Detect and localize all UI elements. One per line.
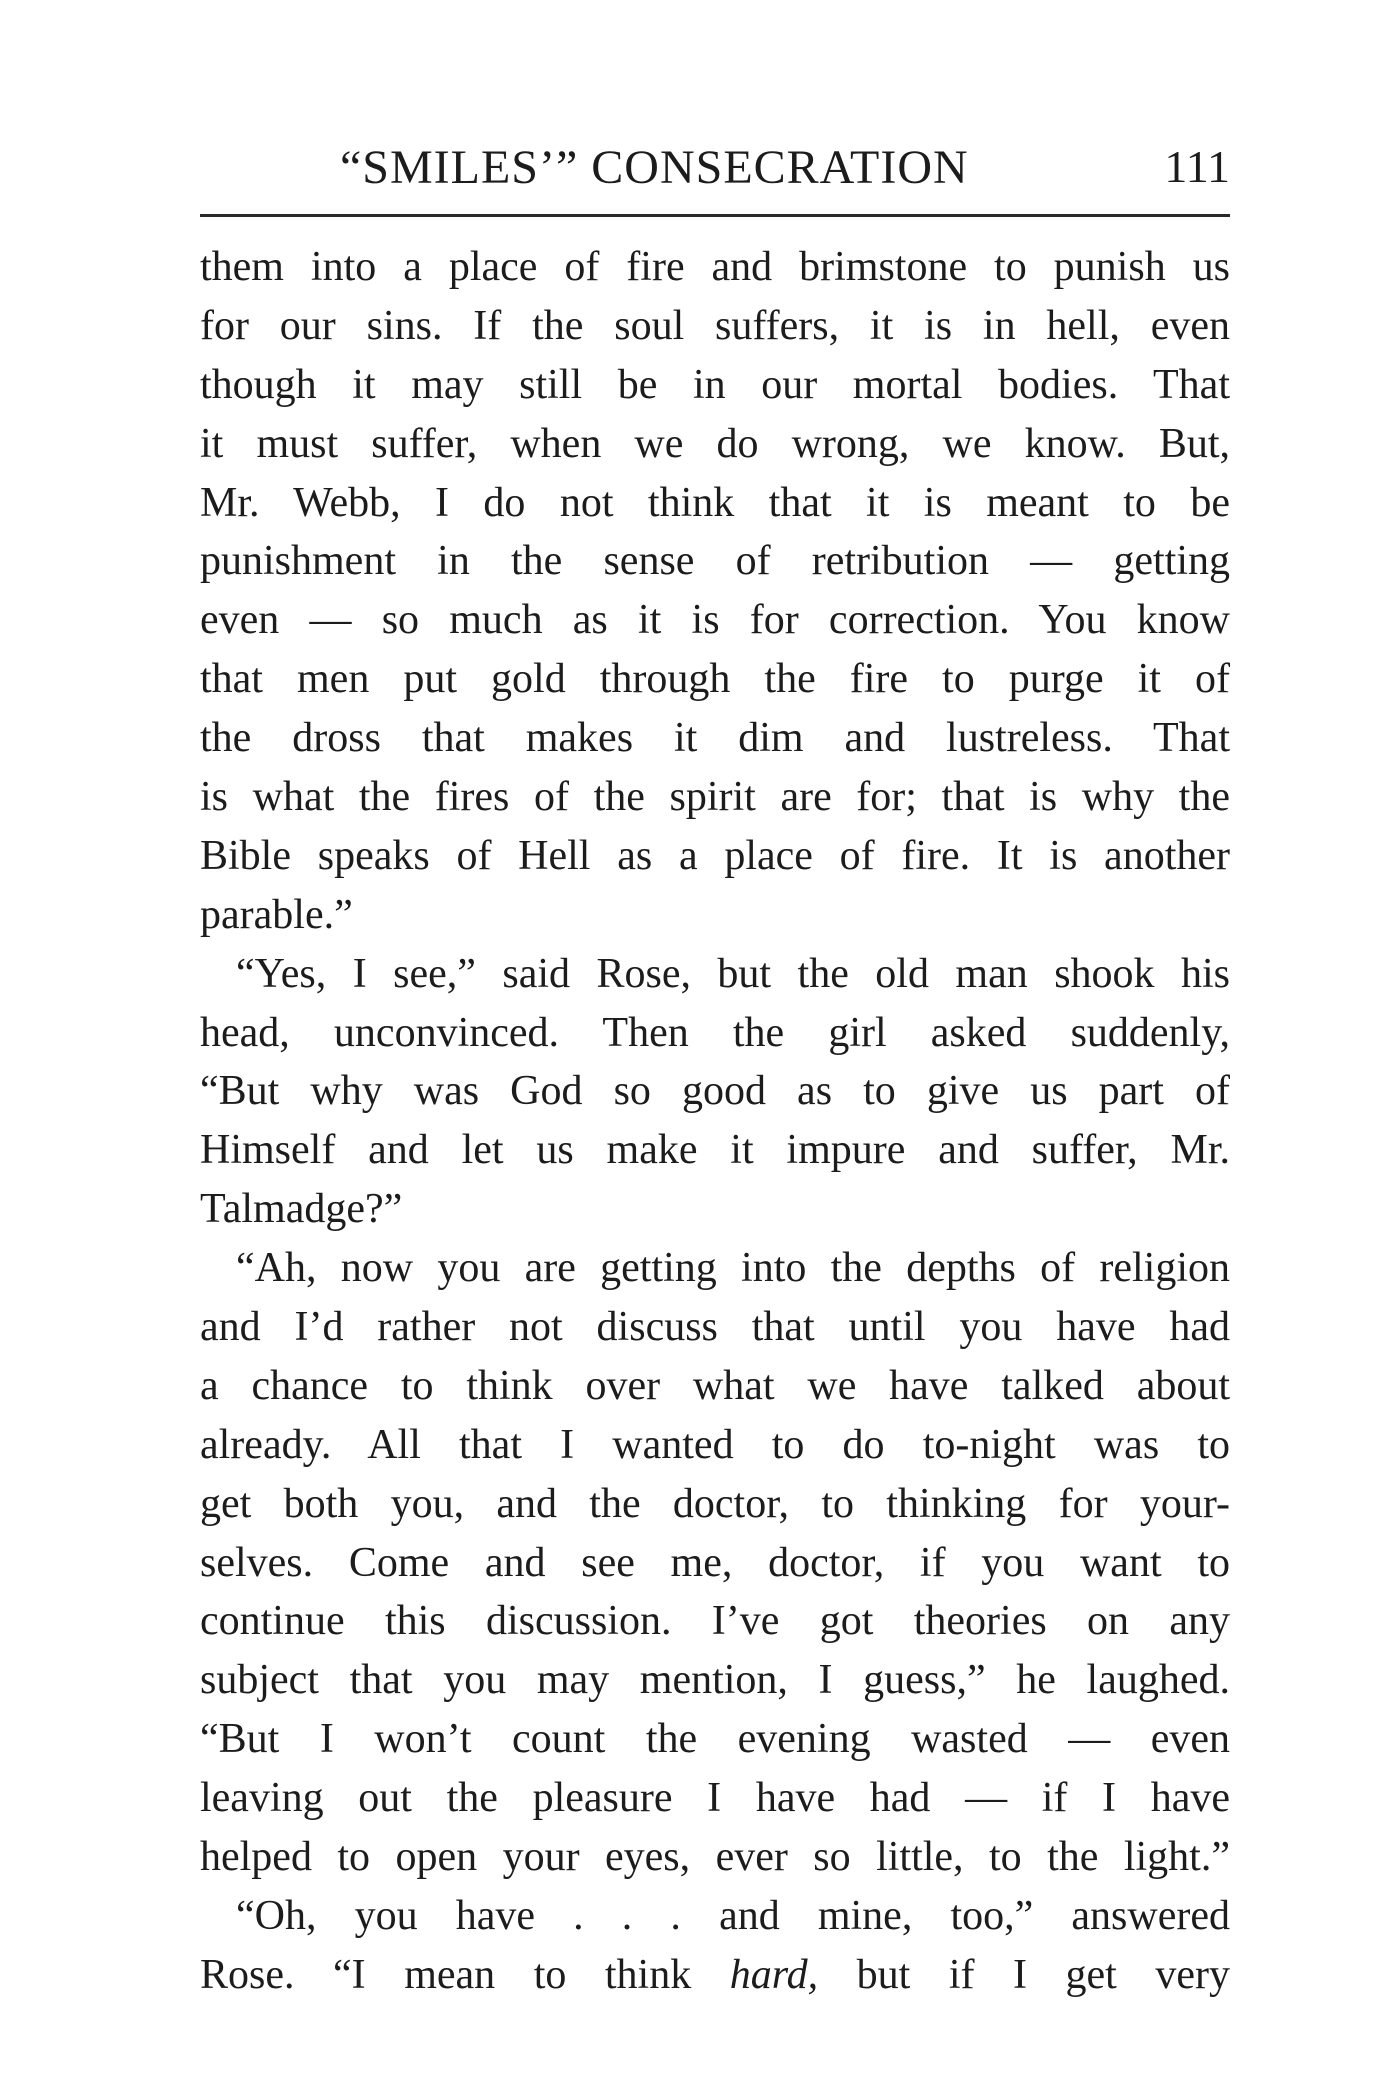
text-line: Talmadge?” bbox=[200, 1186, 403, 1233]
text-line: already. All that I wanted to do to-night was to bbox=[200, 1421, 1230, 1468]
running-head bbox=[200, 140, 1230, 200]
text-line: Himself and let us make it impure and suffer, Mr. bbox=[200, 1127, 1230, 1174]
text-line: a chance to think over what we have talked about bbox=[200, 1362, 1230, 1409]
text-line: parable.” bbox=[200, 891, 353, 938]
text-line: the dross that makes it dim and lustreless. That bbox=[200, 715, 1230, 762]
text-line: and I’d rather not discuss that until you have had bbox=[200, 1304, 1230, 1351]
text-line: “But I won’t count the evening wasted — even bbox=[200, 1716, 1230, 1763]
text-line: head, unconvinced. Then the girl asked suddenly, bbox=[200, 1009, 1230, 1056]
body-text bbox=[200, 238, 1230, 2005]
text-line: though it may still be in our mortal bodies. That bbox=[200, 361, 1230, 408]
text-line: subject that you may mention, I guess,” he laughed. bbox=[200, 1657, 1230, 1704]
text-line: selves. Come and see me, doctor, if you want to bbox=[200, 1539, 1230, 1586]
text-line: “Yes, I see,” said Rose, but the old man shook his bbox=[236, 950, 1230, 997]
italic-emphasis: hard, bbox=[729, 1951, 819, 1998]
text-line: them into a place of fire and brimstone to punish us bbox=[200, 244, 1230, 290]
text-line: “But why was God so good as to give us part of bbox=[200, 1068, 1230, 1115]
text-line: that men put gold through the fire to purge it of bbox=[200, 656, 1230, 703]
text-line: “Oh, you have . . . and mine, too,” answered bbox=[236, 1892, 1230, 1939]
text-line: helped to open your eyes, ever so little, to the light.” bbox=[200, 1834, 1230, 1881]
book-page bbox=[200, 140, 1231, 1998]
text-line: Bible speaks of Hell as a place of fire. It is another bbox=[200, 832, 1230, 879]
text-line: punishment in the sense of retribution — getting bbox=[200, 538, 1230, 585]
text-line: is what the fires of the spirit are for; that is why the bbox=[200, 774, 1230, 821]
text-line bbox=[200, 1946, 1230, 2005]
text-line: leaving out the pleasure I have had — if I have bbox=[200, 1775, 1230, 1822]
text-line: even — so much as it is for correction. You know bbox=[200, 597, 1230, 644]
text-line: Mr. Webb, I do not think that it is meant to be bbox=[200, 479, 1230, 526]
text-line: get both you, and the doctor, to thinking for your- bbox=[200, 1480, 1230, 1527]
text-segment: Rose. “I mean to think bbox=[200, 1951, 730, 1998]
text-line: continue this discussion. I’ve got theories on any bbox=[200, 1598, 1230, 1645]
header-rule bbox=[200, 214, 1230, 217]
text-line: it must suffer, when we do wrong, we know. But, bbox=[200, 420, 1230, 467]
text-line: “Ah, now you are getting into the depths of religion bbox=[236, 1245, 1230, 1292]
text-segment: but if I get very bbox=[818, 1951, 1231, 1998]
text-line: for our sins. If the soul suffers, it is in hell, even bbox=[200, 302, 1230, 349]
page-number: 111 bbox=[1164, 141, 1230, 192]
running-title: “SMILES’” CONSECRATION bbox=[340, 141, 969, 194]
